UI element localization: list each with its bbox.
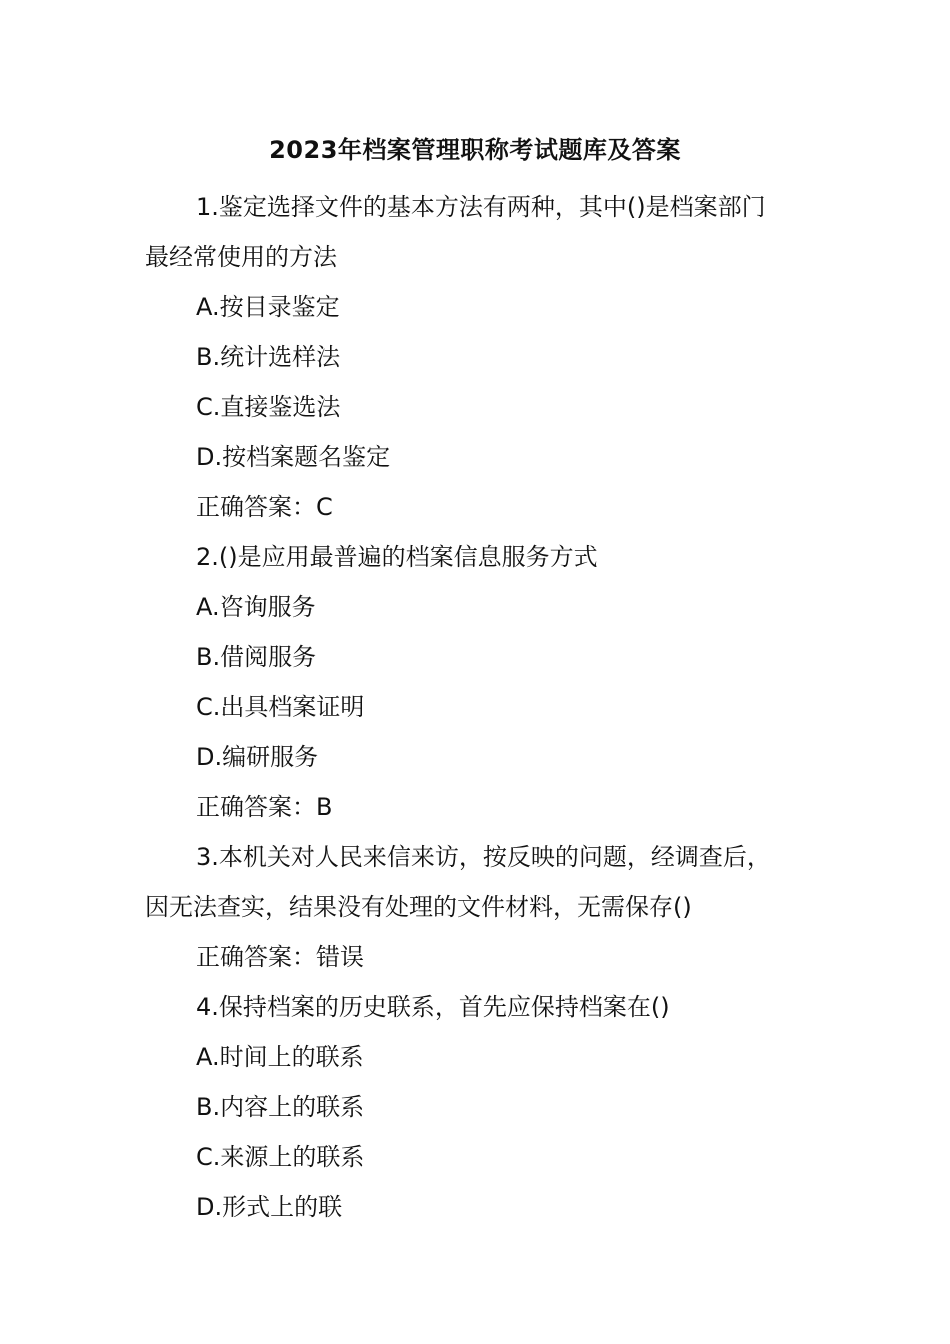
- q1-option-b: B.统计选样法: [196, 343, 341, 371]
- q3-stem-line2: 因无法查实，结果没有处理的文件材料，无需保存(): [145, 893, 692, 921]
- q3-answer: 正确答案：错误: [196, 943, 364, 971]
- document-title: 2023年档案管理职称考试题库及答案: [269, 136, 681, 164]
- q2-option-c: C.出具档案证明: [196, 693, 365, 721]
- q4-option-a: A.时间上的联系: [196, 1043, 364, 1071]
- q3-stem-line1: 3.本机关对人民来信来访，按反映的问题，经调查后，: [196, 843, 771, 871]
- q1-stem-line2: 最经常使用的方法: [145, 243, 337, 271]
- q4-stem: 4.保持档案的历史联系，首先应保持档案在(): [196, 993, 670, 1021]
- q1-option-d: D.按档案题名鉴定: [196, 443, 391, 471]
- q4-option-c: C.来源上的联系: [196, 1143, 365, 1171]
- q4-option-b: B.内容上的联系: [196, 1093, 365, 1121]
- q2-option-a: A.咨询服务: [196, 593, 316, 621]
- q1-option-c: C.直接鉴选法: [196, 393, 341, 421]
- q1-answer: 正确答案：C: [196, 493, 333, 521]
- document-body: [145, 182, 815, 1232]
- q1-stem-line1: 1.鉴定选择文件的基本方法有两种，其中()是档案部门: [196, 193, 766, 221]
- q2-answer: 正确答案：B: [196, 793, 333, 821]
- q4-option-d: D.形式上的联: [196, 1193, 343, 1221]
- q2-stem: 2.()是应用最普遍的档案信息服务方式: [196, 543, 598, 571]
- q2-option-d: D.编研服务: [196, 743, 319, 771]
- q1-option-a: A.按目录鉴定: [196, 293, 340, 321]
- q2-option-b: B.借阅服务: [196, 643, 317, 671]
